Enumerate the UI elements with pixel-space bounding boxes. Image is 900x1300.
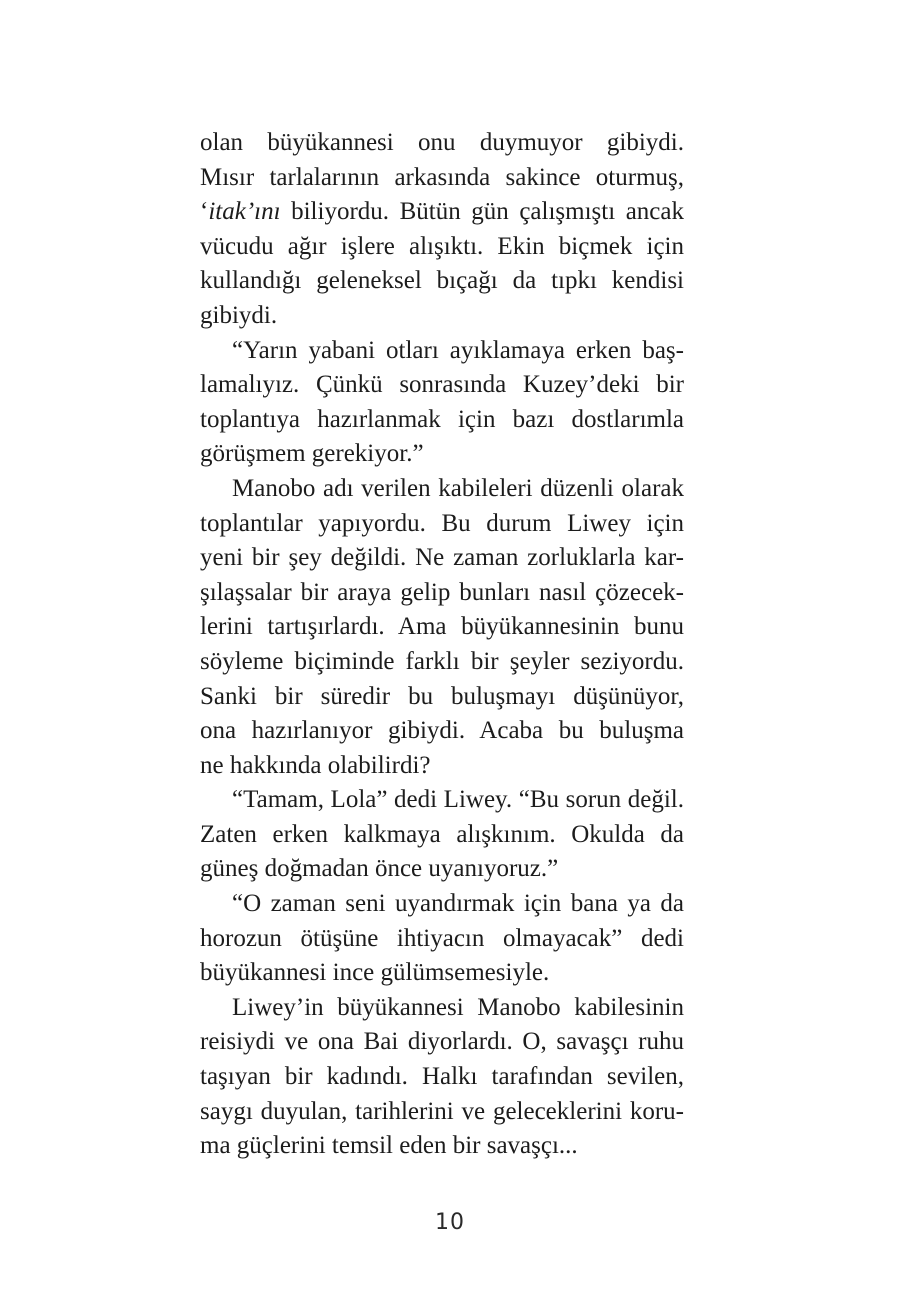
paragraph (200, 783, 684, 887)
text-line: güneş doğmadan önce uyanıyoruz.” (200, 855, 559, 883)
text-line: ne hakkında olabilirdi? (200, 751, 431, 779)
text-line: Liwey’in büyükannesi Manobo kabilesinin (232, 993, 684, 1021)
page-body (200, 126, 684, 1164)
text-line: “Yarın yabani otları ayıklamaya erken baş- (232, 336, 684, 364)
italic-word: itak’ını (208, 198, 281, 226)
text-line: toplantıya hazırlanmak için bazı dostlarımla (200, 405, 684, 433)
text-line: lerini tartışırlardı. Ama büyükannesinin bunu (200, 613, 684, 641)
paragraph (200, 991, 684, 1164)
text-line: horozun ötüşüne ihtiyacın olmayacak” dedi (200, 924, 684, 952)
text-line: lamalıyız. Çünkü sonrasında Kuzey’deki bir (200, 371, 684, 399)
text-line: şılaşsalar bir araya gelip bunları nasıl çözecek- (200, 578, 684, 606)
text-line: gibiydi. (200, 301, 278, 329)
text-line: söyleme biçiminde farklı bir şeyler seziyordu. (200, 647, 684, 675)
text-line: saygı duyulan, tarihlerini ve geleceklerini koru- (200, 1097, 684, 1125)
text-line: olan büyükannesi onu duymuyor gibiydi. (200, 129, 684, 156)
paragraph (200, 126, 684, 334)
text-line: Zaten erken kalkmaya alışkınım. Okulda da (200, 820, 684, 848)
paragraph (200, 472, 684, 783)
text-line: vücudu ağır işlere alışıktı. Ekin biçmek için (200, 232, 684, 260)
text-line: Manobo adı verilen kabileleri düzenli olarak (232, 474, 684, 502)
text-line: Mısır tarlalarının arkasında sakince oturmuş, (200, 163, 684, 191)
text-line: reisiydi ve ona Bai diyorlardı. O, savaşçı ruhu (200, 1028, 684, 1056)
text-line: ma güçlerini temsil eden bir savaşçı... (200, 1132, 578, 1160)
text-line: “O zaman seni uyandırmak için bana ya da (232, 890, 684, 918)
text-line: ona hazırlanıyor gibiydi. Acaba bu buluşma (200, 717, 684, 745)
text-line: görüşmem gerekiyor.” (200, 440, 424, 468)
text-line: büyükannesi ince gülümsemesiyle. (200, 959, 550, 987)
text-line: Sanki bir süredir bu buluşmayı düşünüyor, (200, 682, 684, 710)
text-line: kullandığı geleneksel bıçağı da tıpkı kendisi (200, 267, 684, 295)
text-line: yeni bir şey değildi. Ne zaman zorluklarla kar- (200, 544, 684, 572)
text-line: taşıyan bir kadındı. Halkı tarafından sevilen, (200, 1063, 684, 1091)
text-line: ‘itak’ını biliyordu. Bütün gün çalışmıştı ancak (200, 198, 684, 226)
paragraph (200, 334, 684, 472)
text-line: “Tamam, Lola” dedi Liwey. “Bu sorun değil. (232, 786, 684, 814)
text-line: toplantılar yapıyordu. Bu durum Liwey için (200, 509, 684, 537)
paragraph (200, 887, 684, 991)
page-number: 10 (435, 1210, 465, 1235)
